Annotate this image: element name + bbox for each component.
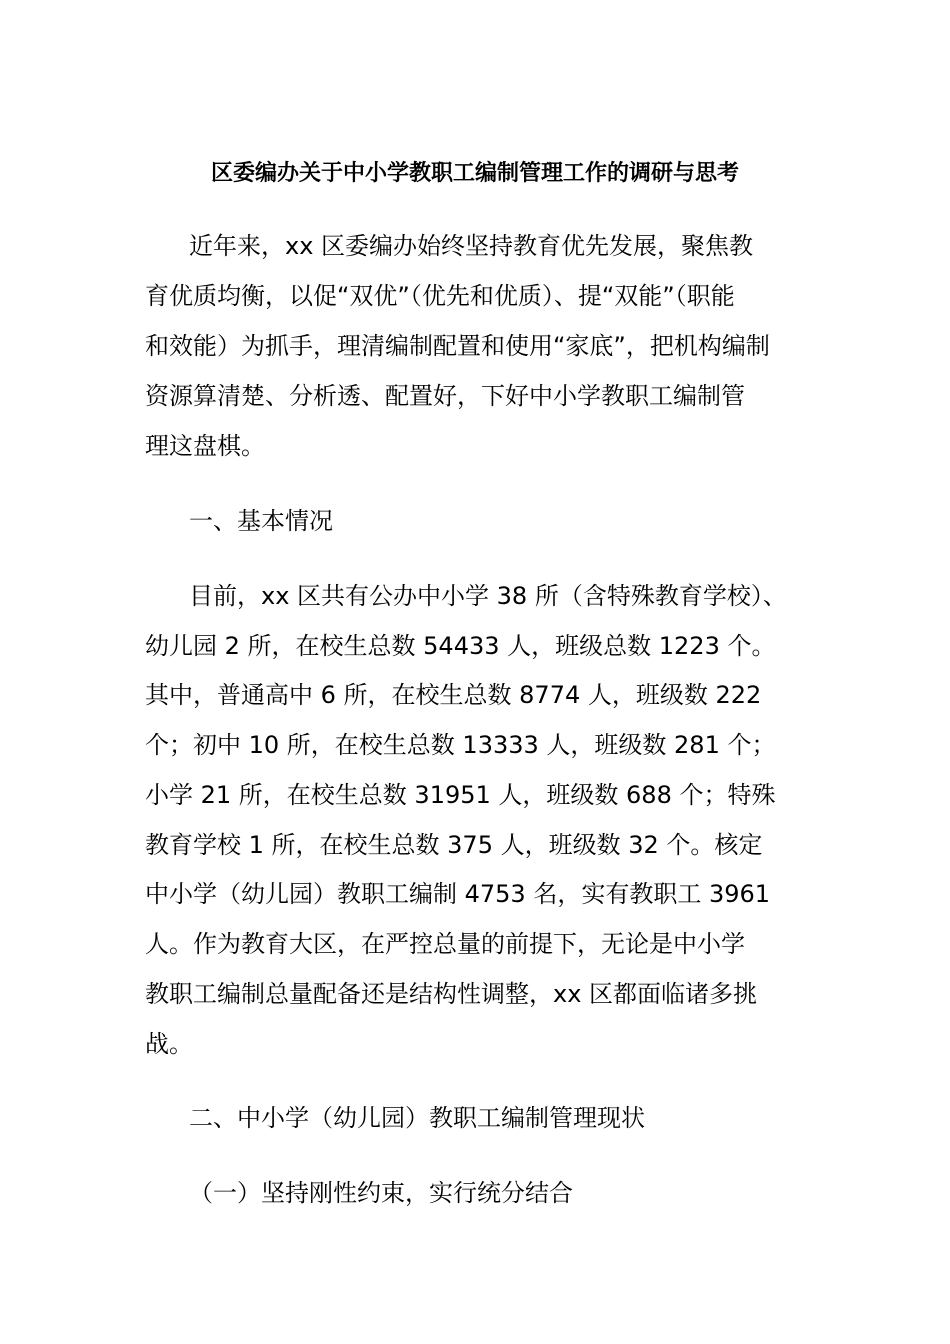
subsection-heading-1: （一）坚持刚性约束，实行统分结合 xyxy=(189,1179,573,1207)
section1-line-7: 中小学（幼儿园）教职工编制 4753 名，实有教职工 3961 xyxy=(145,880,771,908)
intro-line-1: 近年来，xx 区委编办始终坚持教育优先发展，聚焦教 xyxy=(189,232,754,260)
intro-line-4: 资源算清楚、分析透、配置好，下好中小学教职工编制管 xyxy=(145,382,745,410)
section1-line-2: 幼儿园 2 所，在校生总数 54433 人，班级总数 1223 个。 xyxy=(145,632,776,660)
intro-line-3: 和效能）为抓手，理清编制配置和使用“家底”，把机构编制 xyxy=(145,332,770,360)
section-heading-basic: 一、基本情况 xyxy=(189,507,333,535)
section1-line-5: 小学 21 所，在校生总数 31951 人，班级数 688 个；特殊 xyxy=(145,781,776,809)
section1-line-9: 教职工编制总量配备还是结构性调整，xx 区都面临诸多挑 xyxy=(145,980,758,1008)
section1-line-8: 人。作为教育大区，在严控总量的前提下，无论是中小学 xyxy=(145,930,745,958)
intro-line-5: 理这盘棋。 xyxy=(145,432,265,460)
document-title: 区委编办关于中小学教职工编制管理工作的调研与思考 xyxy=(210,161,739,186)
section-heading-current-status: 二、中小学（幼儿园）教职工编制管理现状 xyxy=(189,1104,645,1132)
section1-line-1: 目前，xx 区共有公办中小学 38 所（含特殊教育学校）、 xyxy=(189,582,787,610)
section1-line-6: 教育学校 1 所，在校生总数 375 人，班级数 32 个。核定 xyxy=(145,831,763,859)
section1-line-4: 个；初中 10 所，在校生总数 13333 人，班级数 281 个； xyxy=(145,731,776,759)
intro-line-2: 育优质均衡，以促“双优”（优先和优质）、提“双能”（职能 xyxy=(145,282,735,310)
section1-line-10: 战。 xyxy=(145,1030,193,1058)
section1-line-3: 其中，普通高中 6 所，在校生总数 8774 人，班级数 222 xyxy=(145,681,762,709)
